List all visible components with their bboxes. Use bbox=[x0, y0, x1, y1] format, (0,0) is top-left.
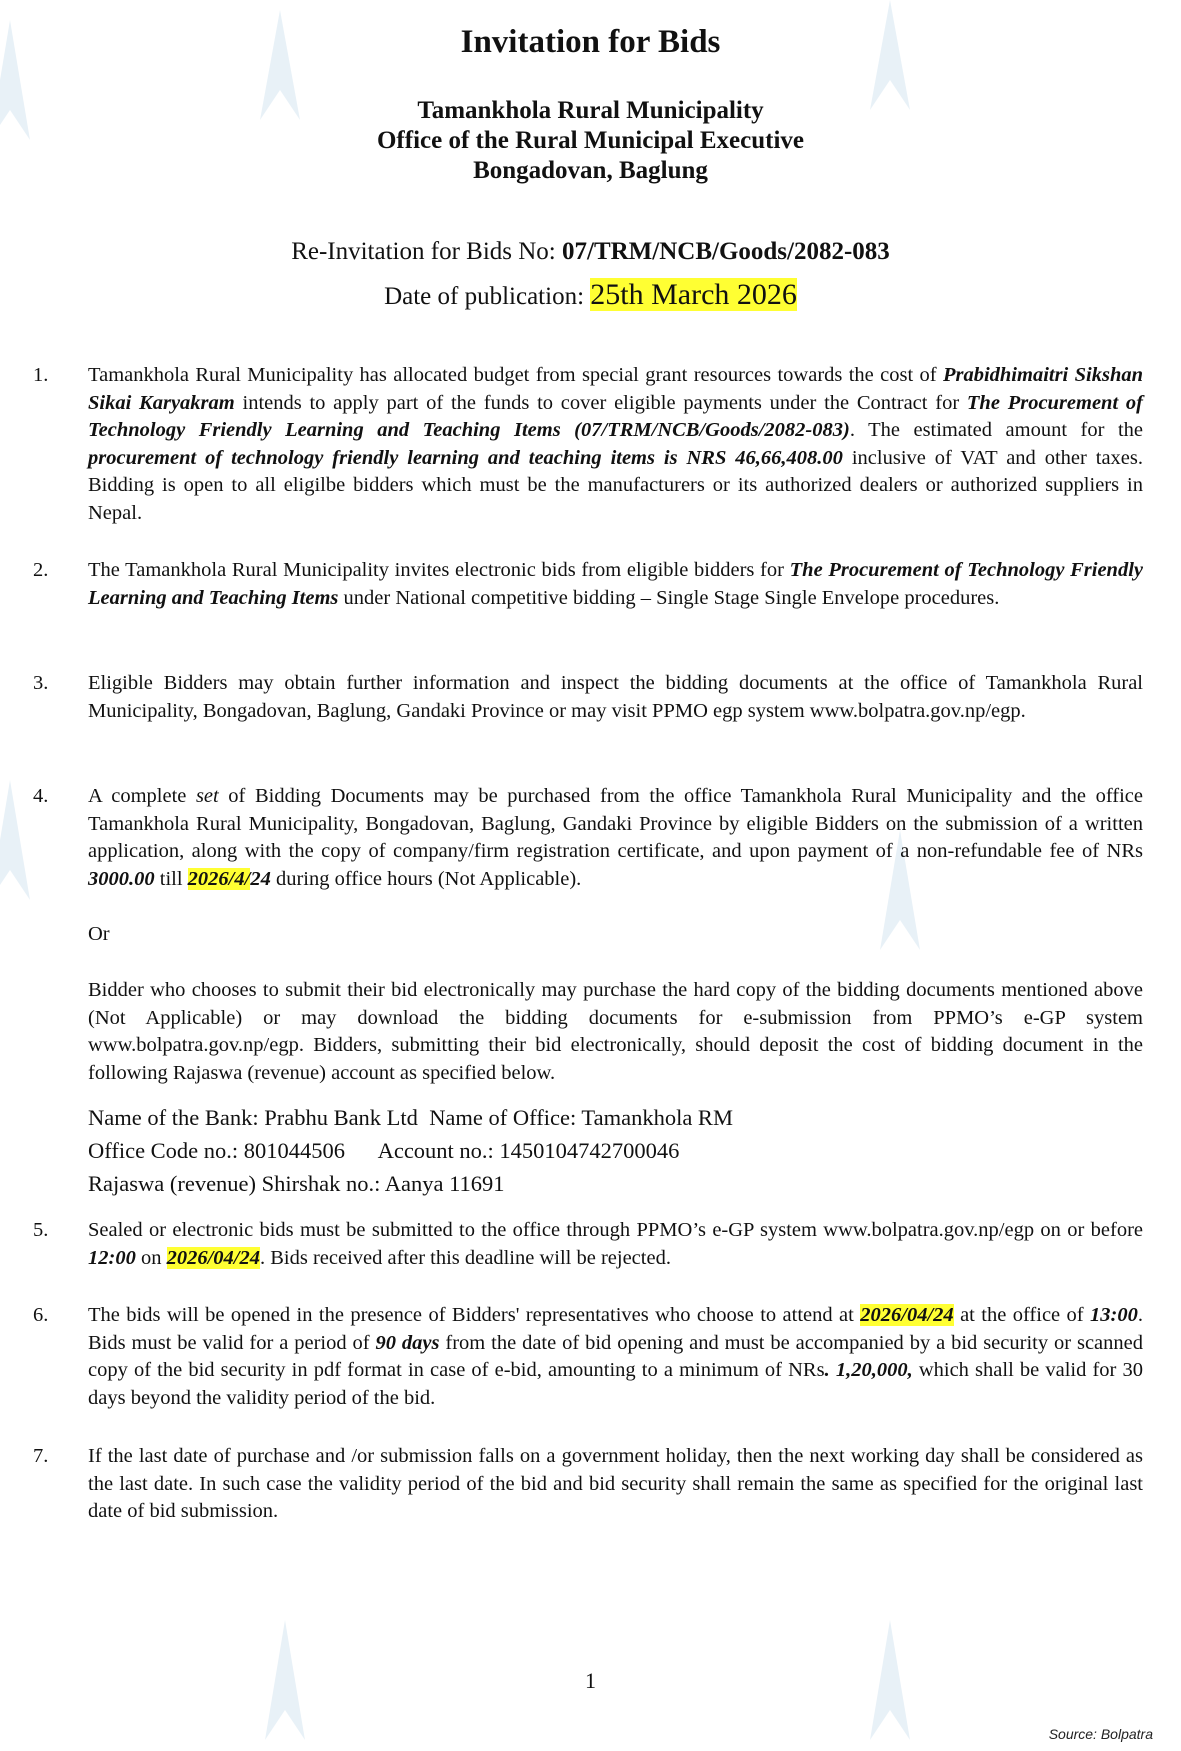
account-number: Account no.: 1450104742700046 bbox=[377, 1138, 680, 1163]
item-text: The bids will be opened in the presence of Bidders' representatives who choose to attend at 2026/04/24 at the office of 13:00. Bids must be valid for a period of 90 days from the date of bid opening and must be accompanied by a bid security or scanned copy of the bid security in pdf format in case of e-bid, amounting to a minimum of NRs. 1,20,000, which shall be valid for 30 days beyond the validity period of the bid. bbox=[88, 1304, 1143, 1409]
watermark-arrow-icon bbox=[0, 780, 30, 900]
bid-reference-line bbox=[0, 238, 1181, 266]
org-address: Bongadovan, Baglung bbox=[473, 157, 708, 184]
item-number: 6. bbox=[33, 1304, 49, 1326]
item-text: Eligible Bidders may obtain further information and inspect the bidding documents at the office of Tamankhola Rural Municipality, Bongadovan, Baglung, Gandaki Province or may visit PPMO egp system www.bolpatra.gov.np/egp. bbox=[88, 672, 1143, 722]
item-number: 5. bbox=[33, 1219, 49, 1241]
item-text: Sealed or electronic bids must be submitted to the office through PPMO’s e-GP system www.bolpatra.gov.np/egp on or before 12:00 on 2026/04/24. Bids received after this deadline will be rejected. bbox=[88, 1219, 1143, 1269]
item-text: The Tamankhola Rural Municipality invites electronic bids from eligible bidders for The Procurement of Technology Friendly Learning and Teaching Items under National competitive bidding – Single Stage Single Envelope procedures. bbox=[88, 559, 1143, 609]
item-number: 2. bbox=[33, 559, 49, 581]
item-text: A complete set of Bidding Documents may be purchased from the office Tamankhola Rural Municipality and the office Tamankhola Rural Municipality, Bongadovan, Baglung, Gandaki Province by eligible Bidders on the submission of a written application, along with the copy of company/firm registration certificate, and upon payment of a non-refundable fee of NRs 3000.00 till 2026/4/24 during office hours (Not Applicable). bbox=[88, 785, 1143, 890]
bid-reference-number: 07/TRM/NCB/Goods/2082-083 bbox=[562, 238, 890, 265]
publication-date: 25th March 2026 bbox=[590, 278, 797, 311]
item-number: 4. bbox=[33, 785, 49, 807]
electronic-purchase-paragraph: Bidder who chooses to submit their bid electronically may purchase the hard copy of the bidding documents mentioned above (Not Applicable) or may download the bidding documents for e-submission from PPMO’s e-GP system www.bolpatra.gov.np/egp. Bidders, submitting their bid electronically, should deposit the cost of bidding document in the following Rajaswa (revenue) account as specified below. bbox=[88, 979, 1143, 1084]
item-number: 7. bbox=[33, 1445, 49, 1467]
office-name: Name of Office: Tamankhola RM bbox=[429, 1105, 733, 1130]
bank-details bbox=[88, 1101, 733, 1200]
source-credit: Source: Bolpatra bbox=[1048, 1726, 1153, 1742]
revenue-shirshak: Rajaswa (revenue) Shirshak no.: Aanya 11691 bbox=[88, 1171, 505, 1196]
bid-reference-label: Re-Invitation for Bids No: bbox=[291, 238, 562, 265]
publication-date-line bbox=[0, 278, 1181, 312]
or-separator: Or bbox=[88, 923, 110, 945]
org-office: Office of the Rural Municipal Executive bbox=[376, 127, 804, 154]
page-number: 1 bbox=[585, 1668, 596, 1693]
item-text: If the last date of purchase and /or submission falls on a government holiday, then the next working day shall be considered as the last date. In such case the validity period of the bid and bid security shall remain the same as specified for the original last date of bid submission. bbox=[88, 1445, 1143, 1522]
document-title: Invitation for Bids bbox=[460, 24, 721, 60]
org-name: Tamankhola Rural Municipality bbox=[417, 97, 764, 124]
office-code: Office Code no.: 801044506 bbox=[88, 1138, 346, 1163]
item-text: Tamankhola Rural Municipality has allocated budget from special grant resources towards the cost of Prabidhimaitri Sikshan Sikai Karyakram intends to apply part of the funds to cover eligible payments under the Contract for The Procurement of Technology Friendly Learning and Teaching Items (07/TRM/NCB/Goods/2082-083). The estimated amount for the procurement of technology friendly learning and teaching items is NRS 46,66,408.00 inclusive of VAT and other taxes. Bidding is open to all eligilbe bidders which must be the manufacturers or its authorized dealers or authorized suppliers in Nepal. bbox=[88, 364, 1143, 524]
publication-date-label: Date of publication: bbox=[384, 283, 591, 310]
bank-name: Name of the Bank: Prabhu Bank Ltd bbox=[88, 1105, 418, 1130]
item-number: 1. bbox=[33, 364, 49, 386]
item-number: 3. bbox=[33, 672, 49, 694]
